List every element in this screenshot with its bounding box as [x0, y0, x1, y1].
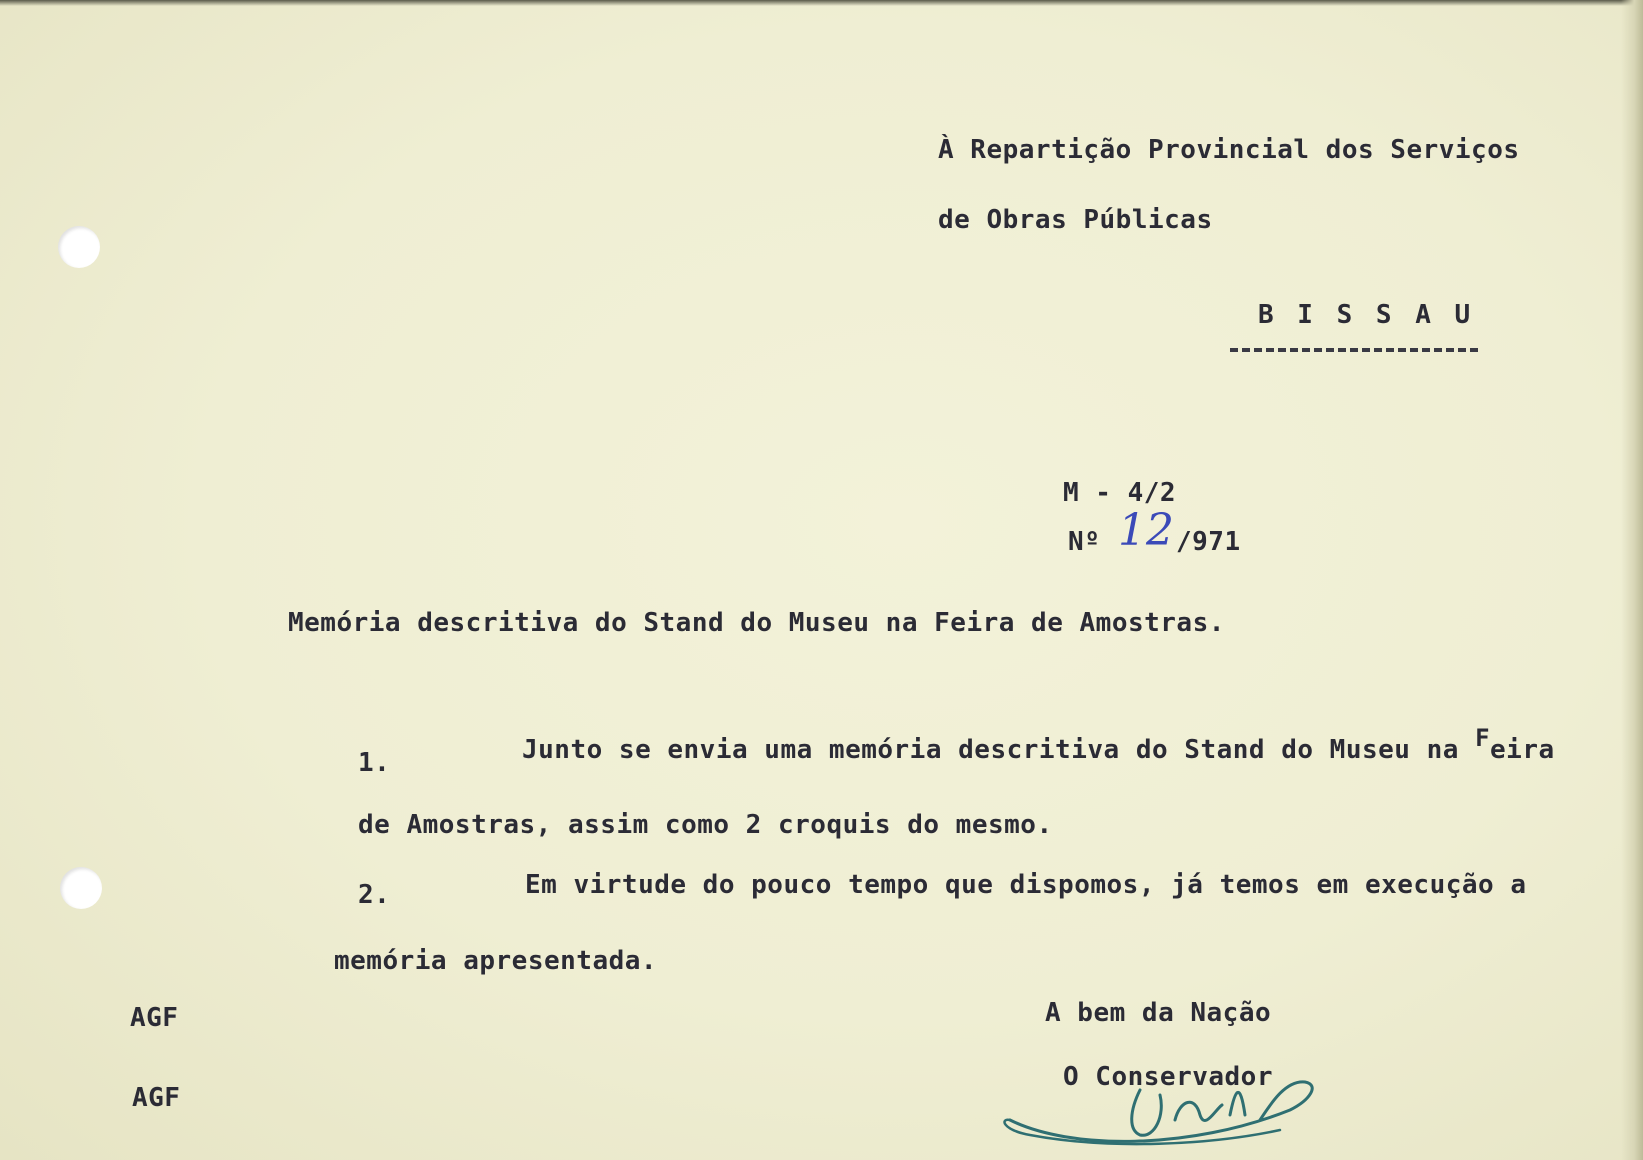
paragraph-2-line-1: Em virtude do pouco tempo que dispomos, já temos em execução a	[525, 870, 1527, 900]
paragraph-1-line-1-end: eira	[1490, 735, 1555, 765]
punch-hole-lower	[60, 867, 102, 909]
recipient-line-2: de Obras Públicas	[938, 205, 1213, 235]
punch-hole-upper	[58, 226, 100, 268]
paragraph-2-number: 2.	[358, 880, 391, 910]
number-handwritten: 12	[1118, 505, 1174, 556]
signatory-title: O Conservador	[1063, 1062, 1273, 1092]
closing-line: A bem da Nação	[1045, 998, 1272, 1028]
initials-1: AGF	[130, 1003, 179, 1033]
paper-right-edge	[1621, 0, 1643, 1160]
subject-line: Memória descritiva do Stand do Museu na Feira de Amostras.	[288, 608, 1225, 638]
number-year: /971	[1176, 527, 1241, 557]
recipient-line-1: À Repartição Provincial dos Serviços	[938, 135, 1520, 165]
city-underline	[1230, 348, 1478, 352]
handwritten-signature	[990, 1060, 1350, 1160]
paragraph-1-number: 1.	[358, 748, 391, 778]
number-prefix: Nº	[1068, 527, 1101, 557]
paragraph-1-line-1-text: Junto se envia uma memória descritiva do Stand do Museu na	[522, 735, 1459, 765]
paragraph-1-line-1	[522, 724, 1555, 765]
paper-top-edge	[0, 0, 1643, 6]
paragraph-1-line-2: de Amostras, assim como 2 croquis do mesmo.	[358, 810, 1053, 840]
city-bissau: B I S S A U	[1258, 300, 1475, 330]
initials-2: AGF	[132, 1083, 181, 1113]
reference-code: M - 4/2	[1063, 478, 1177, 508]
paragraph-1-superscript: F	[1475, 724, 1491, 752]
paragraph-2-line-2: memória apresentada.	[334, 946, 658, 976]
